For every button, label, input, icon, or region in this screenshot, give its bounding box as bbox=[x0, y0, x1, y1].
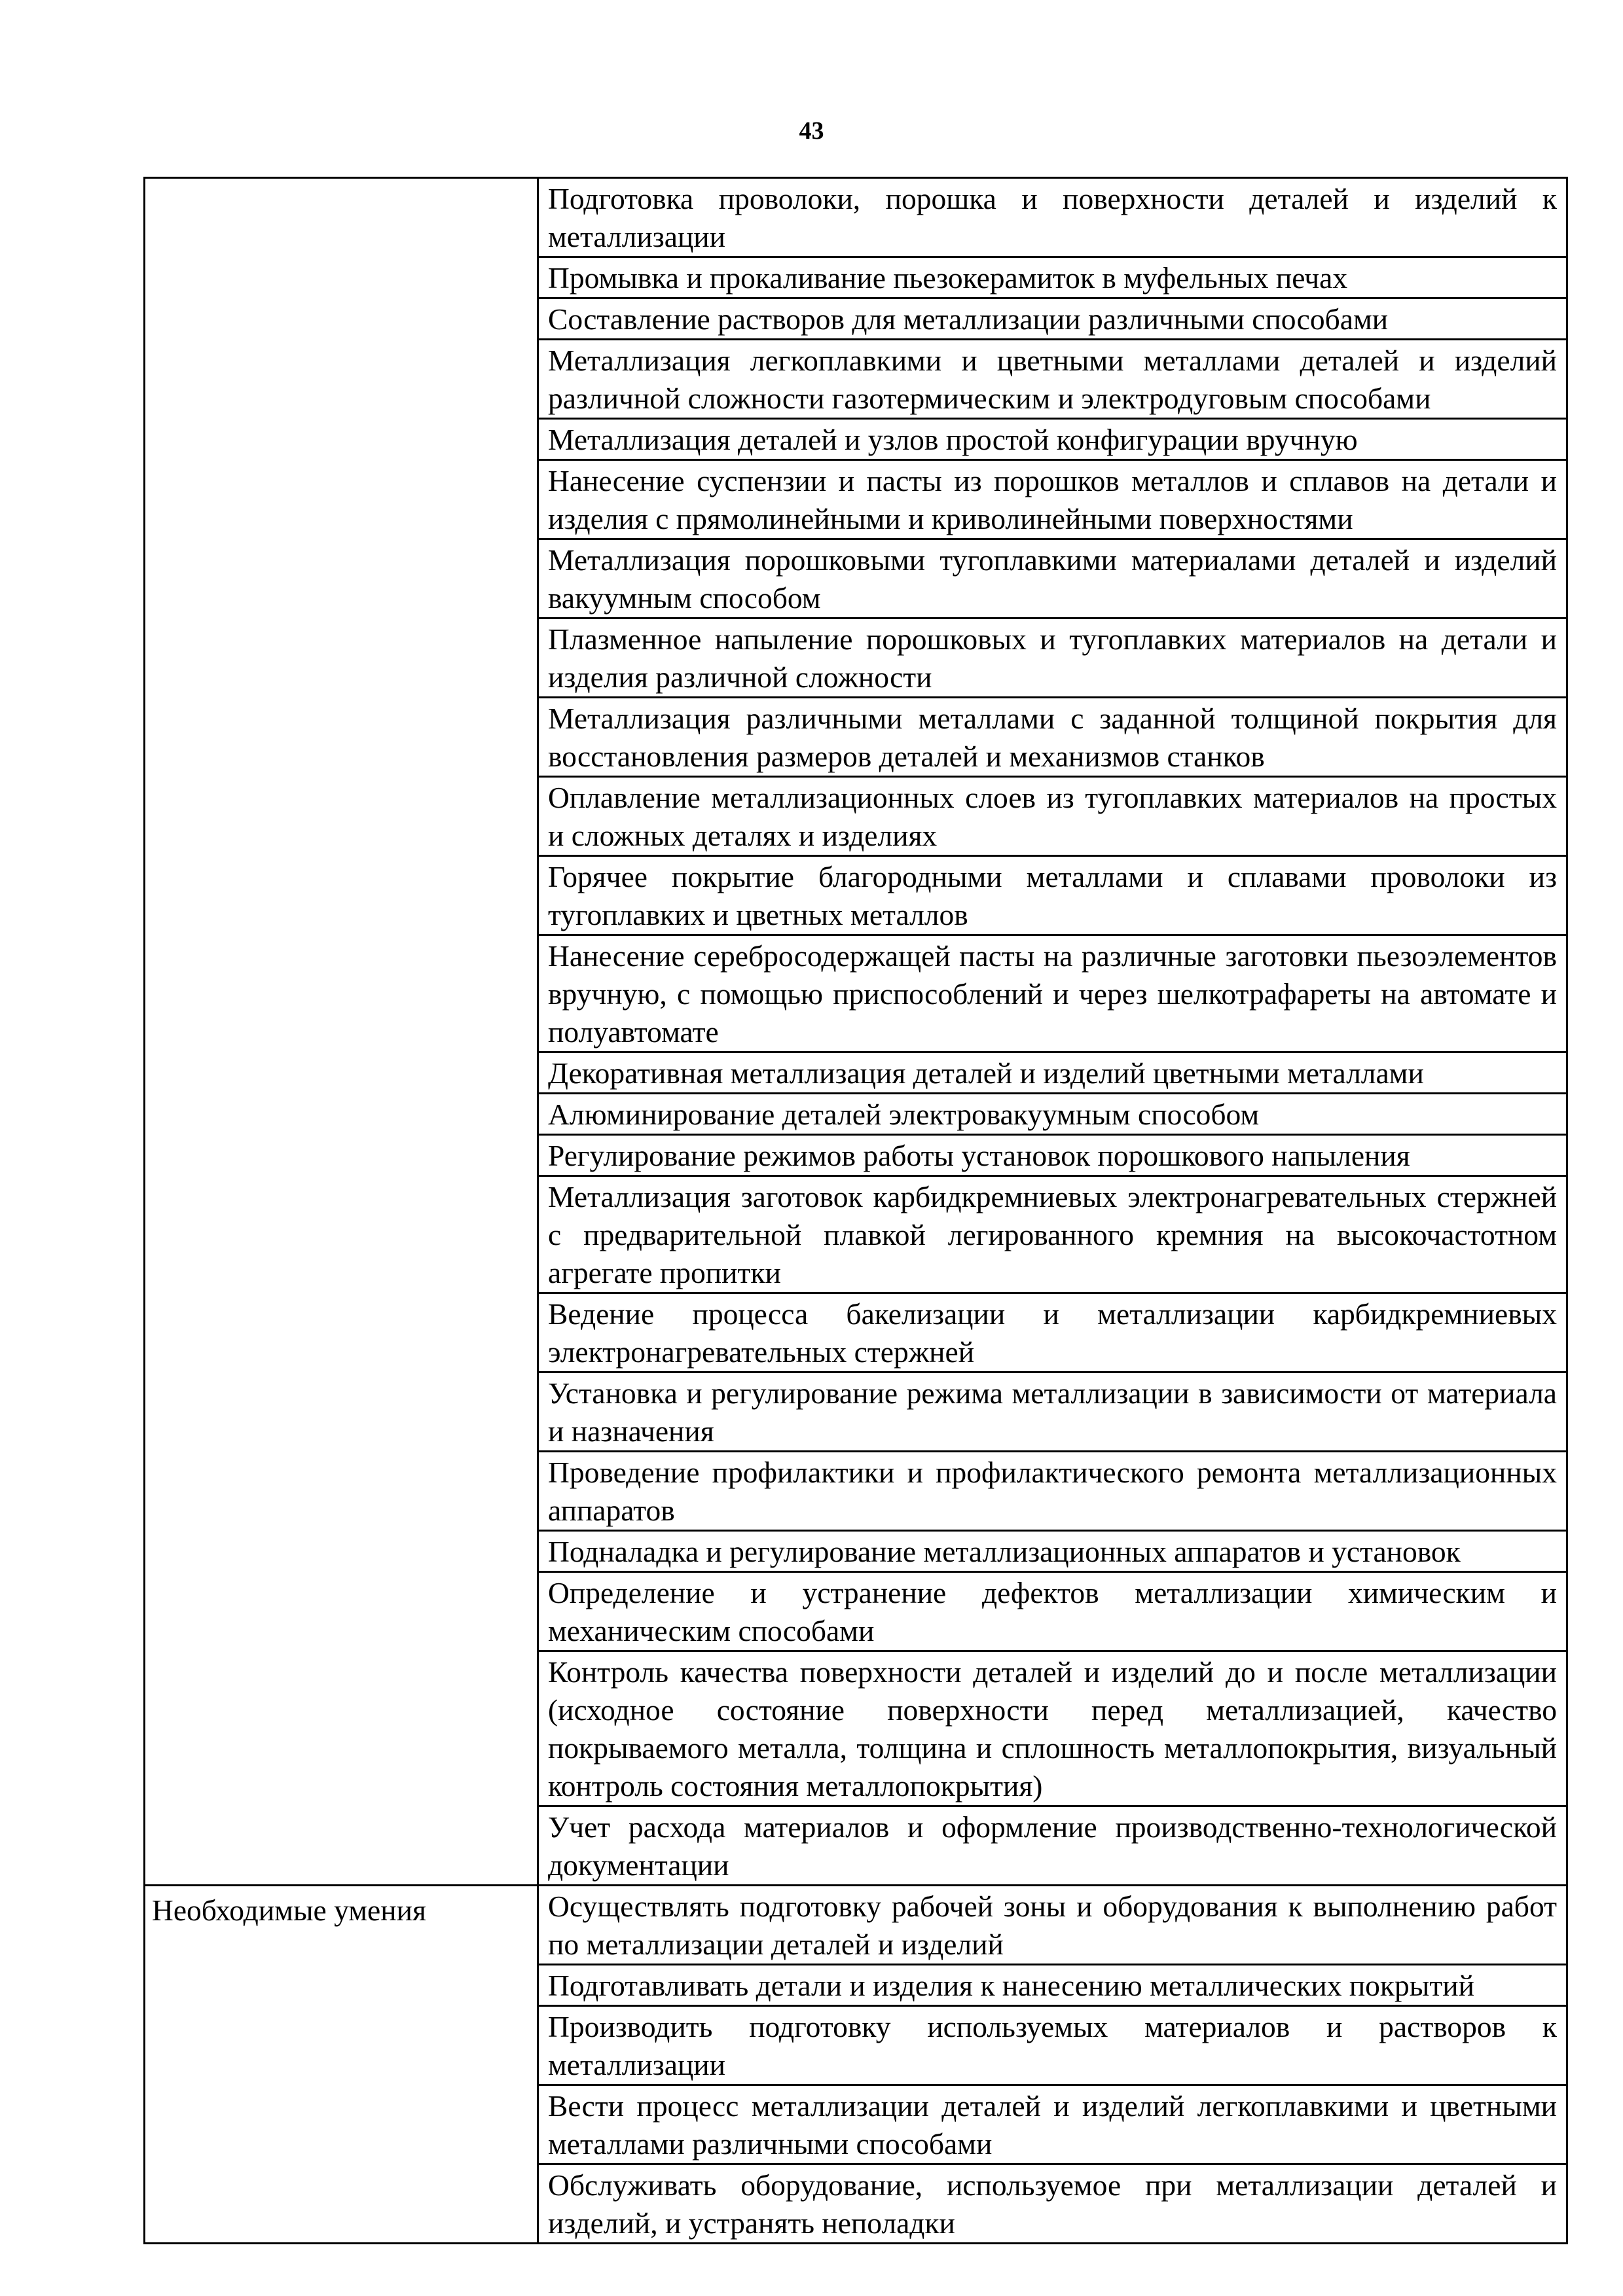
list-item: Металлизация легкоплавкими и цветными металлами деталей и изделий различной сложности газотермическим и электродуговым способами bbox=[539, 340, 1566, 420]
section-items bbox=[538, 1886, 1567, 2244]
list-item: Алюминирование деталей электровакуумным способом bbox=[539, 1094, 1566, 1136]
requirements-table bbox=[143, 177, 1568, 2244]
list-item: Оплавление металлизационных слоев из тугоплавких материалов на простых и сложных деталях и изделиях bbox=[539, 778, 1566, 857]
list-item: Металлизация порошковыми тугоплавкими материалами деталей и изделий вакуумным способом bbox=[539, 540, 1566, 619]
list-item: Осуществлять подготовку рабочей зоны и оборудования к выполнению работ по металлизации деталей и изделий bbox=[539, 1886, 1566, 1965]
list-item: Горячее покрытие благородными металлами и сплавами проволоки из тугоплавких и цветных металлов bbox=[539, 857, 1566, 936]
list-item: Нанесение суспензии и пасты из порошков металлов и сплавов на детали и изделия с прямолинейными и криволинейными поверхностями bbox=[539, 461, 1566, 540]
list-item: Металлизация деталей и узлов простой конфигурации вручную bbox=[539, 420, 1566, 461]
list-item: Плазменное напыление порошковых и тугоплавких материалов на детали и изделия различной сложности bbox=[539, 619, 1566, 698]
list-item: Обслуживать оборудование, используемое при металлизации деталей и изделий, и устранять неполадки bbox=[548, 2168, 1557, 2240]
section-label bbox=[145, 178, 538, 1886]
list-item: Составление растворов для металлизации различными способами bbox=[539, 299, 1566, 340]
list-item: Подготавливать детали и изделия к нанесению металлических покрытий bbox=[539, 1965, 1566, 2007]
list-item: Вести процесс металлизации деталей и изделий легкоплавкими и цветными металлами различными способами bbox=[539, 2086, 1566, 2165]
list-item: Нанесение серебросодержащей пасты на различные заготовки пьезоэлементов вручную, с помощью приспособлений и через шелкотрафареты на автомате и полуавтомате bbox=[539, 936, 1566, 1053]
list-item: Металлизация различными металлами с заданной толщиной покрытия для восстановления размеров деталей и механизмов станков bbox=[539, 698, 1566, 778]
list-item: Регулирование режимов работы установок порошкового напыления bbox=[539, 1136, 1566, 1177]
list-item: Производить подготовку используемых материалов и растворов к металлизации bbox=[539, 2007, 1566, 2086]
table-row bbox=[145, 1886, 1567, 2244]
list-item: Определение и устранение дефектов металлизации химическим и механическим способами bbox=[539, 1573, 1566, 1652]
page-number: 43 bbox=[799, 117, 824, 145]
list-item: Декоративная металлизация деталей и изделий цветными металлами bbox=[539, 1053, 1566, 1094]
list-item: Контроль качества поверхности деталей и изделий до и после металлизации (исходное состояние поверхности перед металлизацией, качество покрываемого металла, толщина и сплошность металлопокрытия, визуальный контроль состояния металлопокрытия) bbox=[539, 1652, 1566, 1807]
list-item: Установка и регулирование режима металлизации в зависимости от материала и назначения bbox=[539, 1373, 1566, 1452]
list-item: Проведение профилактики и профилактического ремонта металлизационных аппаратов bbox=[539, 1452, 1566, 1532]
list-item: Подготовка проволоки, порошка и поверхности деталей и изделий к металлизации bbox=[539, 179, 1566, 258]
section-items bbox=[538, 178, 1567, 1886]
list-item: Промывка и прокаливание пьезокерамиток в муфельных печах bbox=[539, 258, 1566, 299]
list-item: Металлизация заготовок карбидкремниевых электронагревательных стержней с предварительной плавкой легированного кремния на высокочастотном агрегате пропитки bbox=[539, 1177, 1566, 1294]
list-item: Ведение процесса бакелизации и металлизации карбидкремниевых электронагревательных стержней bbox=[539, 1294, 1566, 1373]
table-row bbox=[145, 178, 1567, 1886]
list-item: Подналадка и регулирование металлизационных аппаратов и установок bbox=[539, 1532, 1566, 1573]
list-item: Учет расхода материалов и оформление производственно-технологической документации bbox=[548, 1810, 1557, 1882]
section-label: Необходимые умения bbox=[145, 1886, 538, 2244]
